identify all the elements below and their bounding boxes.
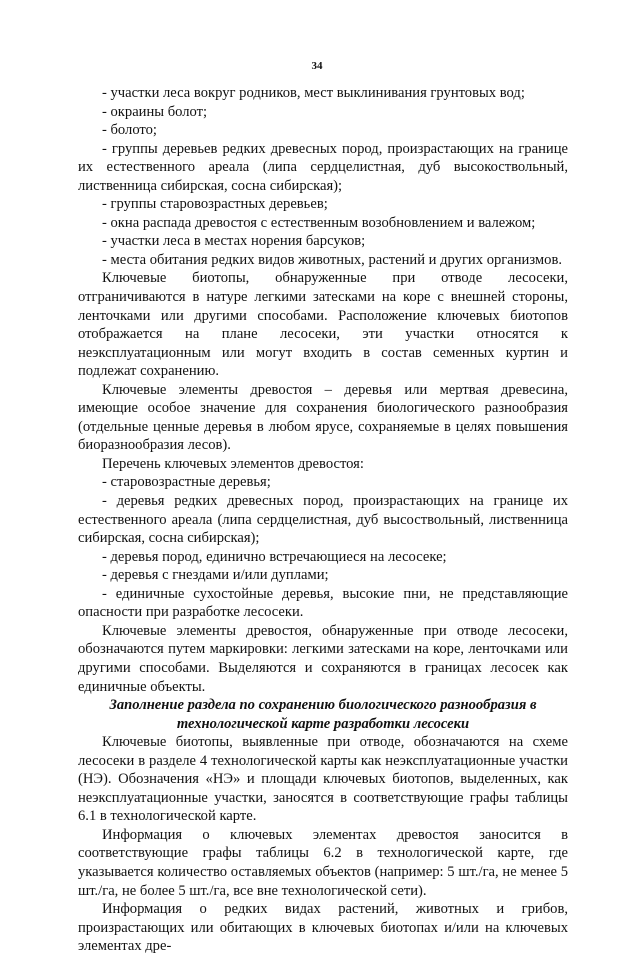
list-item: - болото;	[102, 122, 157, 139]
page-number: 34	[311, 60, 323, 72]
list-item: - старовозрастные деревья;	[102, 474, 271, 491]
list-item: - группы старовозрастных деревьев;	[102, 196, 328, 213]
body-text	[78, 84, 568, 956]
list-item: - единичные сухостойные деревья, высокие пни, не представляющие опасности при разработке лесосеки.	[78, 585, 568, 621]
list-item: - окраины болот;	[102, 103, 208, 120]
list-item: - места обитания редких видов животных, растений и других организмов.	[102, 251, 562, 268]
list-item: - участки леса в местах норения барсуков;	[102, 233, 366, 250]
list-item: - группы деревьев редких древесных пород, произрастающих на границе их естественного ареала (липа сердцелистная, дуб высокоствольный, лиственница сибирская, сосна сибирская);	[78, 140, 568, 194]
paragraph: Перечень ключевых элементов древостоя:	[102, 455, 364, 472]
paragraph: Ключевые элементы древостоя, обнаруженные при отводе лесосеки, обозначаются путем маркировки: легкими затесками на коре, ленточками или другими способами. Выделяются и сохраняются в границах лесосек как единичные объекты.	[78, 622, 568, 695]
paragraph: Информация о ключевых элементах древостоя заносится в соответствующие графы таблицы 6.2 в технологической карте, где указывается количество оставляемых объектов (например: 5 шт./га, не менее 5 шт./га, не более 5 шт./га, все вне технологической сети).	[78, 826, 568, 899]
list-item: - деревья с гнездами и/или дуплами;	[102, 567, 329, 584]
list-item: - окна распада древостоя с естественным возобновлением и валежом;	[102, 214, 536, 231]
section-heading: Заполнение раздела по сохранению биологического разнообразия в технологической карте разработки лесосеки	[109, 697, 537, 732]
list-item: - участки леса вокруг родников, мест выклинивания грунтовых вод;	[102, 85, 525, 101]
paragraph: Ключевые биотопы, обнаруженные при отводе лесосеки, отграничиваются в натуре легкими затесками на коре с внешней стороны, ленточками или другими способами. Расположение ключевых биотопов отображается на плане лесосеки, эти участки относятся к неэксплуатационным или могут входить в состав семенных куртин и подлежат сохранению.	[78, 270, 568, 380]
paragraph: Информация о редких видах растений, животных и грибов, произрастающих или обитающих в ключевых биотопах и/или на ключевых элементах дре-	[78, 901, 568, 955]
paragraph: Ключевые элементы древостоя – деревья или мертвая древесина, имеющие особое значение для сохранения биологического разнообразия (отдельные ценные деревья в любом ярусе, сохраняемые в целях повышения биоразнообразия лесов).	[78, 381, 568, 454]
paragraph: Ключевые биотопы, выявленные при отводе, обозначаются на схеме лесосеки в разделе 4 технологической карты как неэксплуатационные участки (НЭ). Обозначения «НЭ» и площади ключевых биотопов, выделенных, как неэксплуатационные участки, заносятся в соответствующие графы таблицы 6.1 в технологической карте.	[78, 734, 568, 825]
list-item: - деревья пород, единично встречающиеся на лесосеке;	[102, 548, 447, 565]
list-item: - деревья редких древесных пород, произрастающих на границе их естественного ареала (липа сердцелистная, дуб высоствольный, лиственница сибирская, сосна сибирская);	[78, 493, 568, 547]
